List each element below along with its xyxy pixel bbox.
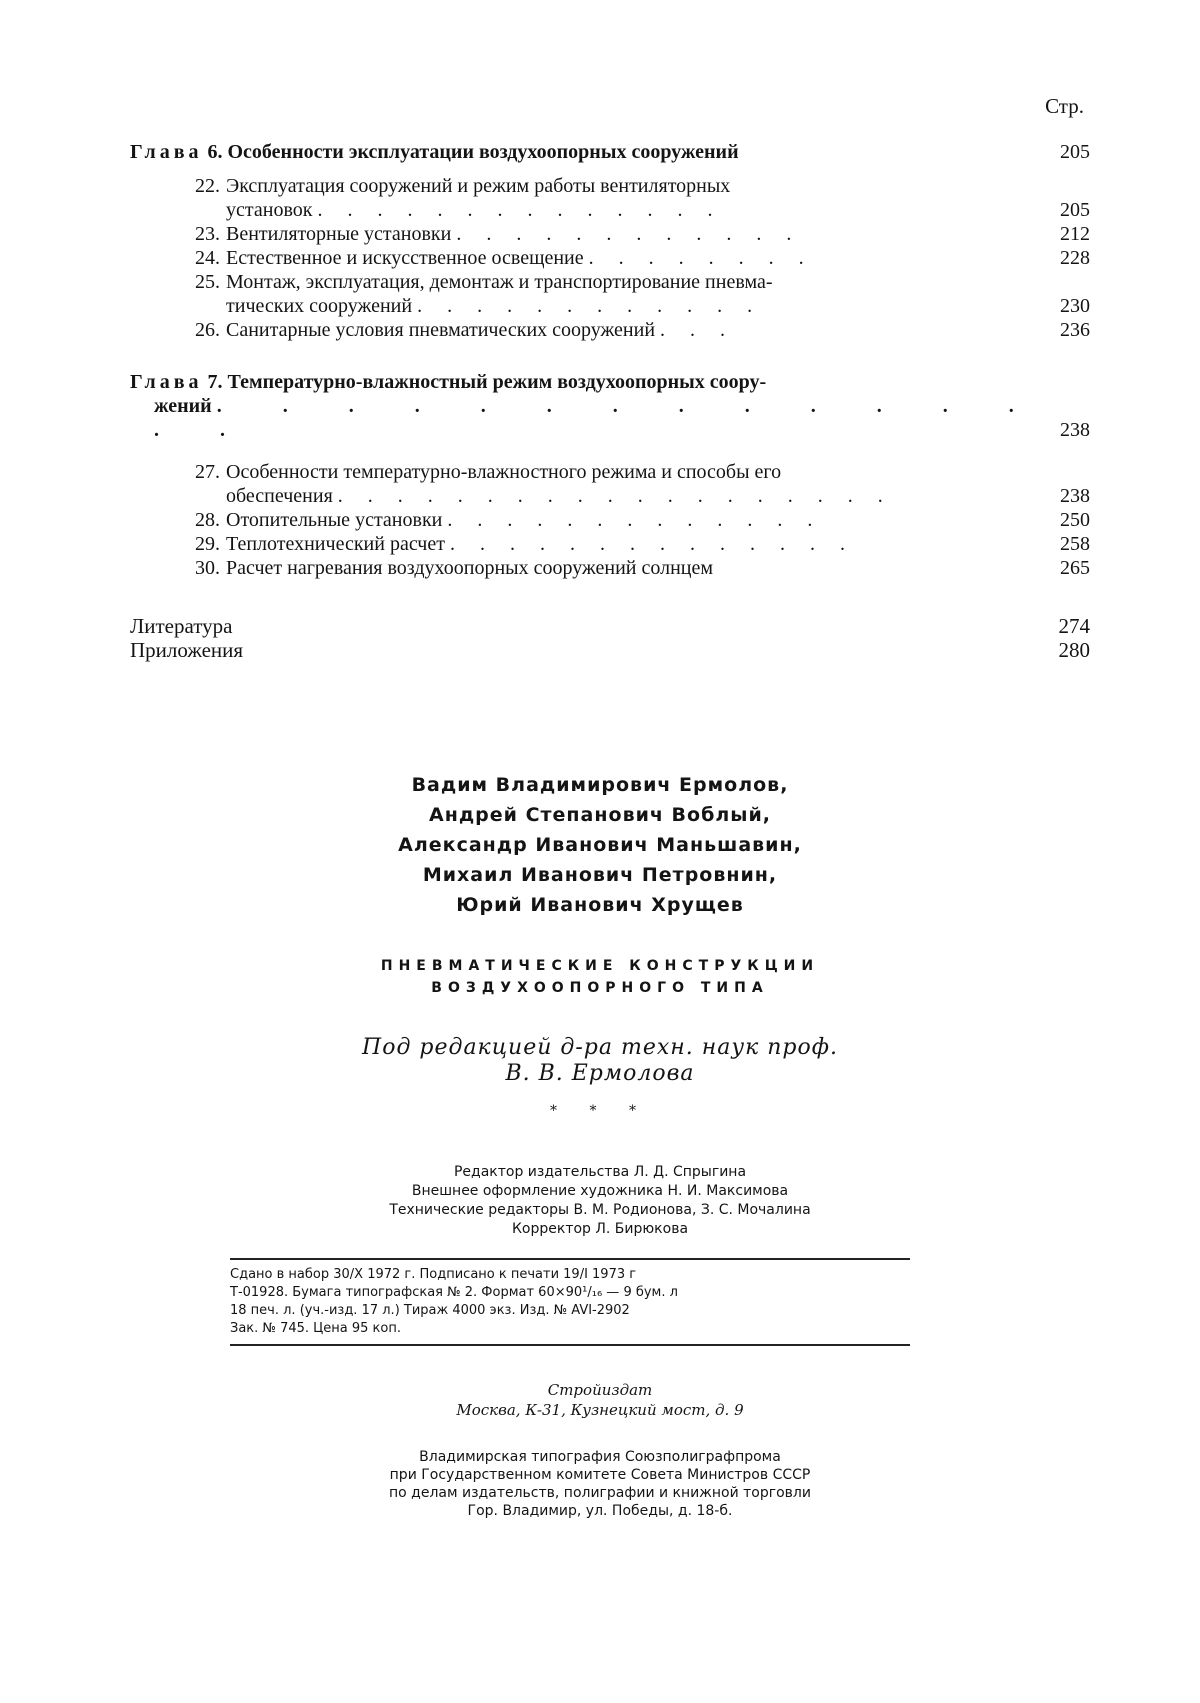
entry-number: 28. xyxy=(195,509,220,531)
toc-entry xyxy=(178,222,1090,246)
leader-dots: . . . . . . . . . . . . . . xyxy=(317,199,723,221)
entry-title-cont: обеспечения xyxy=(226,485,333,507)
entry-title: Отопительные установки xyxy=(226,509,443,531)
author-name: Вадим Владимирович Ермолов, xyxy=(411,774,789,796)
imprint-line: 18 печ. л. (уч.-изд. 17 л.) Тираж 4000 экз. Изд. № AVI-2902 xyxy=(230,1303,630,1318)
publisher-name: Стройиздат xyxy=(547,1381,653,1399)
imprint-line: Зак. № 745. Цена 95 коп. xyxy=(230,1321,401,1336)
entry-number: 24. xyxy=(195,247,220,269)
editor-credit xyxy=(0,1035,1200,1087)
entry-number: 25. xyxy=(195,271,220,293)
entry-page: 205 xyxy=(1060,199,1090,221)
leader-dots: . . . xyxy=(660,319,736,341)
entry-title: Расчет нагревания воздухоопорных сооружений солнцем xyxy=(226,557,714,579)
editor-line: В. В. Ермолова xyxy=(505,1061,695,1086)
back-matter xyxy=(130,614,1090,662)
publisher-info xyxy=(0,1380,1200,1420)
back-matter-page: 280 xyxy=(1058,638,1090,662)
leader-dots: . . . . . . . . . . . . . . . . . . . xyxy=(337,485,893,507)
entry-title: Монтаж, эксплуатация, демонтаж и транспортирование пневма- xyxy=(226,271,773,293)
toc-entry xyxy=(178,174,1090,198)
chapter-title: Особенности эксплуатации воздухоопорных сооружений xyxy=(227,141,739,163)
credit-line: Корректор Л. Бирюкова xyxy=(511,1221,689,1237)
toc-entry-continuation xyxy=(178,484,1090,508)
back-matter-page: 274 xyxy=(1058,614,1090,638)
entry-number: 26. xyxy=(195,319,220,341)
entry-page: 236 xyxy=(1060,319,1090,341)
entry-page: 250 xyxy=(1060,509,1090,531)
imprint-box xyxy=(230,1258,910,1346)
back-matter-label: Приложения xyxy=(130,638,244,662)
credit-line: Редактор издательства Л. Д. Спрыгина xyxy=(453,1164,747,1180)
entry-number: 23. xyxy=(195,223,220,245)
book-title xyxy=(0,955,1200,999)
publisher-address: Москва, К-31, Кузнецкий мост, д. 9 xyxy=(456,1401,744,1419)
leader-dots: . . . . . . . . . . . . . . . xyxy=(154,395,1042,441)
chapter-title-cont: жений xyxy=(154,395,212,417)
chapter-7-heading-cont xyxy=(130,394,1090,442)
toc-entry xyxy=(178,270,1090,294)
leader-dots: . . . . . . . . . . . . . . xyxy=(449,533,855,555)
toc-entry xyxy=(178,556,1090,580)
toc-entry xyxy=(178,246,1090,270)
printer-info xyxy=(0,1448,1200,1520)
chapter-title: Температурно-влажностный режим воздухоопорных соору- xyxy=(227,371,767,393)
leader-dots: . . . . . . . . xyxy=(588,247,814,269)
entry-page: 230 xyxy=(1060,295,1090,317)
entry-number: 27. xyxy=(195,461,220,483)
entry-page: 238 xyxy=(1060,485,1090,507)
chapter-page: 238 xyxy=(1060,419,1090,441)
author-name: Юрий Иванович Хрущев xyxy=(456,894,744,916)
chapter-number: 7. xyxy=(207,371,223,393)
toc-entry-continuation xyxy=(178,198,1090,222)
entry-number: 29. xyxy=(195,533,220,555)
author-name: Андрей Степанович Воблый, xyxy=(429,804,771,826)
entry-title: Особенности температурно-влажностного режима и способы его xyxy=(226,461,782,483)
entry-page: 265 xyxy=(1060,557,1090,579)
divider xyxy=(230,1344,910,1346)
toc-entry xyxy=(178,532,1090,556)
book-title-line: ПНЕВМАТИЧЕСКИЕ КОНСТРУКЦИИ xyxy=(380,958,820,974)
back-matter-label: Литература xyxy=(130,614,233,638)
printer-line: по делам издательств, полиграфии и книжной торговли xyxy=(389,1485,811,1501)
editor-line: Под редакцией д-ра техн. наук проф. xyxy=(362,1035,838,1060)
back-matter-item xyxy=(130,638,1090,662)
entry-title: Эксплуатация сооружений и режим работы вентиляторных xyxy=(226,175,731,197)
entry-title: Теплотехнический расчет xyxy=(226,533,445,555)
production-credits xyxy=(0,1163,1200,1239)
printer-line: при Государственном комитете Совета Министров СССР xyxy=(389,1467,811,1483)
page-column-header: Стр. xyxy=(1045,94,1084,118)
chapter-label: Глава xyxy=(130,371,203,393)
printer-line: Гор. Владимир, ул. Победы, д. 18-б. xyxy=(467,1503,733,1519)
entry-title-cont: тических сооружений xyxy=(226,295,413,317)
entry-page: 258 xyxy=(1060,533,1090,555)
author-name: Александр Иванович Маньшавин, xyxy=(398,834,802,856)
entry-number: 30. xyxy=(195,557,220,579)
toc-entry xyxy=(178,508,1090,532)
table-of-contents xyxy=(130,140,1090,662)
entry-number: 22. xyxy=(195,175,220,197)
imprint-text xyxy=(230,1260,910,1344)
chapter-7-heading xyxy=(130,370,1090,394)
entry-page: 228 xyxy=(1060,247,1090,269)
leader-dots: . . . . . . . . . . . . . xyxy=(447,509,823,531)
imprint-line: Сдано в набор 30/X 1972 г. Подписано к печати 19/I 1973 г xyxy=(230,1267,637,1282)
separator-stars: * * * xyxy=(550,1103,650,1119)
chapter-number: 6. xyxy=(207,141,223,163)
entry-title: Санитарные условия пневматических сооружений xyxy=(226,319,656,341)
toc-entry xyxy=(178,460,1090,484)
toc-entry-continuation xyxy=(178,294,1090,318)
entry-page: 212 xyxy=(1060,223,1090,245)
credit-line: Внешнее оформление художника Н. И. Максимова xyxy=(411,1183,789,1199)
chapter-6-entries xyxy=(178,174,1090,342)
leader-dots: . . . . . . . . . . . . xyxy=(417,295,763,317)
chapter-6-heading xyxy=(130,140,1090,164)
author-name: Михаил Иванович Петровнин, xyxy=(422,864,778,886)
entry-title-cont: установок xyxy=(226,199,313,221)
back-matter-item xyxy=(130,614,1090,638)
entry-title: Вентиляторные установки xyxy=(226,223,452,245)
credit-line: Технические редакторы В. М. Родионова, З. С. Мочалина xyxy=(389,1202,811,1218)
authors-list xyxy=(0,770,1200,920)
printer-line: Владимирская типография Союзполиграфпрома xyxy=(419,1449,781,1465)
imprint-line: Т-01928. Бумага типографская № 2. Формат 60×90¹/₁₆ — 9 бум. л xyxy=(230,1285,678,1300)
book-title-line: ВОЗДУХООПОРНОГО ТИПА xyxy=(431,980,769,996)
chapter-page: 205 xyxy=(1060,141,1090,163)
toc-entry xyxy=(178,318,1090,342)
leader-dots: . . . . . . . . . . . . xyxy=(456,223,802,245)
chapter-7-entries xyxy=(178,460,1090,580)
chapter-label: Глава xyxy=(130,141,203,163)
entry-title: Естественное и искусственное освещение xyxy=(226,247,584,269)
